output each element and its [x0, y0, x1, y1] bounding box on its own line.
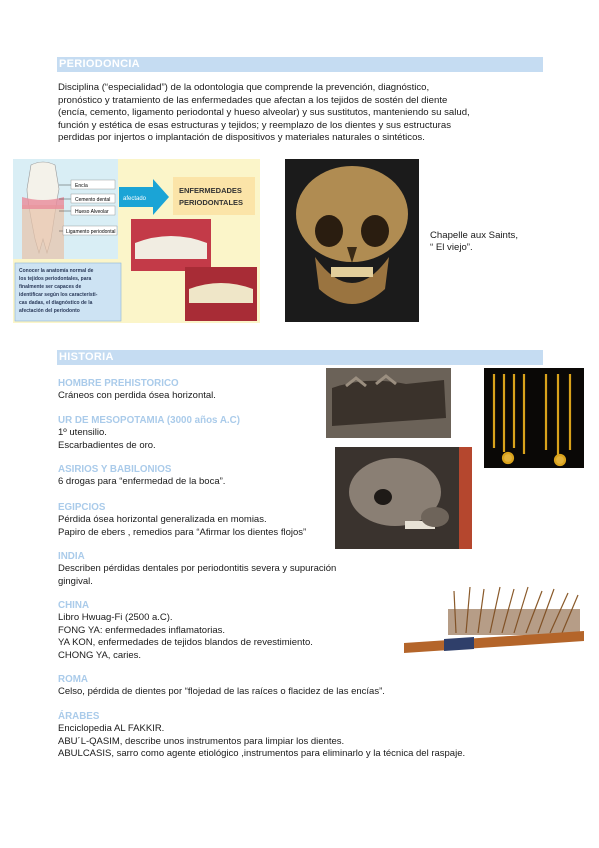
caption-line: “ El viejo”.: [430, 242, 473, 253]
definition-line: (encía, cemento, ligamento periodontal y hueso alveolar) y sus sustitutos, manteniendo su salud,: [58, 107, 470, 118]
section-title: PERIODONCIA: [59, 58, 140, 70]
jawbone-icon: [326, 368, 451, 438]
history-line: Escarbadientes de oro.: [58, 439, 156, 451]
ancient-toothbrush-photo: [404, 583, 584, 659]
section-bar-periodoncia: [57, 57, 543, 72]
history-line: FONG YA: enfermedades inflamatorias.: [58, 624, 226, 636]
label-ligamento: Ligamento periodontal: [66, 229, 116, 235]
history-line: Celso, pérdida de dientes por “flojedad de las raíces o flacidez de las encías”.: [58, 686, 385, 697]
skull-icon: [285, 159, 419, 322]
history-line: Papiro de ebers , remedios para “Afirmar los dientes flojos”: [58, 526, 307, 538]
label-encia: Encía: [75, 183, 88, 189]
history-line: ABULCASIS, sarro como agente etiológico ,instrumentos para eliminarlo y la técnica del raspaje.: [58, 748, 466, 759]
history-line: Enciclopedia AL FAKKIR.: [58, 723, 165, 734]
section-title: HISTORIA: [59, 351, 114, 363]
history-line: 6 drogas para “enfermedad de la boca”.: [58, 476, 226, 487]
history-line: Libro Hwuag-Fi (2500 a.C).: [58, 612, 173, 623]
history-heading: ROMA: [58, 674, 88, 685]
box-title-1: ENFERMEDADES: [179, 186, 242, 195]
definition-line: Disciplina (“especialidad”) de la odontologia que comprende la prevención, diagnóstico,: [58, 82, 430, 93]
infographic-note: Conocer la anatomía normal de los tejidos periodontales, para finalmente ser capaces de identificar según los característi- cas dadas, el diagnóstico de la afectación del periodonto: [19, 268, 98, 314]
gold-toothpick-icon: [484, 368, 584, 468]
arrow-label: afectado: [123, 196, 147, 202]
history-heading: UR DE MESOPOTAMIA (3000 años A.C): [58, 415, 240, 426]
definition-line: función y estética de esas estructuras y tejidos; y reemplazo de los dientes y sus estructuras: [58, 119, 452, 131]
periodontal-infographic: [13, 159, 260, 323]
history-line: 1º utensilio.: [58, 427, 107, 438]
box-title-2: PERIODONTALES: [179, 198, 244, 207]
toothbrush-icon: [404, 583, 584, 659]
label-hueso: Hueso Alveolar: [75, 209, 109, 215]
prehistoric-jaw-photo: [326, 368, 451, 438]
label-cemento: Cemento dental: [75, 197, 111, 203]
history-heading: CHINA: [58, 600, 90, 611]
history-heading: EGIPCIOS: [58, 502, 106, 513]
history-heading: INDIA: [58, 551, 85, 562]
tooth-diagram-icon: [13, 159, 260, 323]
definition-line: perdidas por injertos o implantación de dispositivos y materiales naturales o sintéticos.: [58, 132, 425, 143]
history-heading: ÁRABES: [58, 711, 100, 722]
mummy-skull-photo: [335, 447, 472, 549]
history-heading: ASIRIOS Y BABILONIOS: [58, 464, 172, 475]
history-line: ABU´L-QASIM, describe unos instrumentos para limpiar los dientes.: [58, 735, 345, 747]
history-line: Pérdida ósea horizontal generalizada en momias.: [58, 514, 267, 525]
gold-toothpicks-photo: [484, 368, 584, 468]
definition-line: pronóstico y tratamiento de las enfermedades que afectan a los tejidos de sostén del diente: [58, 94, 448, 106]
history-line: gingival.: [58, 575, 93, 587]
history-line: Cráneos con perdida ósea horizontal.: [58, 390, 216, 401]
caption-line: Chapelle aux Saints,: [430, 230, 518, 241]
history-line: Describen pérdidas dentales por periodontitis severa y supuración: [58, 563, 337, 574]
history-line: CHONG YA, caries.: [58, 649, 142, 661]
section-bar-historia: [57, 350, 543, 365]
mummy-skull-icon: [335, 447, 472, 549]
history-heading: HOMBRE PREHISTORICO: [58, 378, 179, 389]
neanderthal-skull-photo: [285, 159, 419, 322]
history-line: YA KON, enfermedades de tejidos blandos de revestimiento.: [58, 637, 313, 648]
